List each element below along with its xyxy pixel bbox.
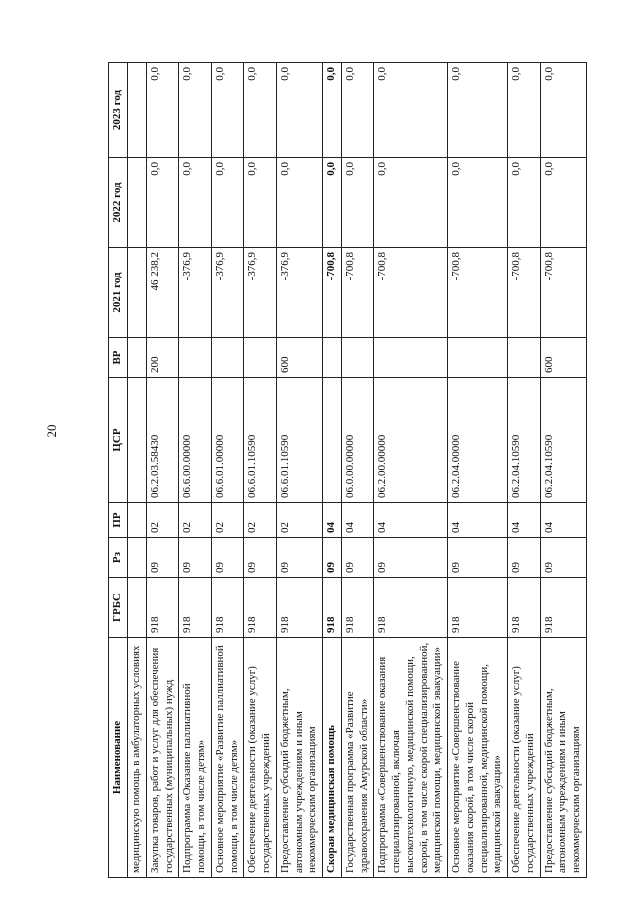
cell-vr: [508, 338, 541, 378]
cell-csr: 06.0.00.00000: [341, 378, 374, 503]
header-grbs: ГРБС: [109, 578, 128, 638]
cell-pr: 04: [374, 503, 448, 538]
cell-rz: 09: [323, 538, 342, 578]
cell-2022: [128, 158, 147, 248]
cell-2022: 0,0: [374, 158, 448, 248]
cell-2021: -700,8: [323, 248, 342, 338]
cell-vr: [323, 338, 342, 378]
cell-rz: 09: [244, 538, 277, 578]
header-csr: ЦСР: [109, 378, 128, 503]
cell-pr: 04: [448, 503, 508, 538]
cell-2021: -700,8: [374, 248, 448, 338]
cell-2022: 0,0: [508, 158, 541, 248]
cell-csr: 06.2.00.00000: [374, 378, 448, 503]
cell-vr: 600: [540, 338, 586, 378]
cell-name: Предоставление субсидий бюджетным, автономным учреждениям и иным некоммерческим организациям: [276, 638, 322, 878]
cell-csr: 06.6.01.10590: [244, 378, 277, 503]
cell-rz: 09: [448, 538, 508, 578]
cell-rz: 09: [540, 538, 586, 578]
cell-2023: 0,0: [179, 63, 212, 158]
cell-name: Предоставление субсидий бюджетным, автономным учреждениям и иным некоммерческим организациям: [540, 638, 586, 878]
cell-grbs: 918: [244, 578, 277, 638]
cell-grbs: 918: [211, 578, 244, 638]
cell-vr: [211, 338, 244, 378]
page-number: 20: [44, 424, 59, 438]
cell-pr: 02: [146, 503, 179, 538]
cell-name: Государственная программа «Развитие здравоохранения Амурской области»: [341, 638, 374, 878]
cell-name: Основное мероприятие «Совершенствование оказания скорой, в том числе скорой специализированной, медицинской помощи, медицинской эвакуации»: [448, 638, 508, 878]
cell-pr: 02: [276, 503, 322, 538]
cell-2021: -376,9: [211, 248, 244, 338]
cell-vr: [374, 338, 448, 378]
cell-2021: -700,8: [508, 248, 541, 338]
cell-grbs: 918: [179, 578, 212, 638]
cell-rz: 09: [211, 538, 244, 578]
cell-csr: 06.2.04.10590: [540, 378, 586, 503]
table-header-row: [109, 63, 128, 878]
cell-grbs: 918: [323, 578, 342, 638]
cell-2021: -376,9: [244, 248, 277, 338]
cell-name: Обеспечение деятельности (оказание услуг) государственных учреждений: [508, 638, 541, 878]
cell-vr: [341, 338, 374, 378]
cell-2022: 0,0: [323, 158, 342, 248]
cell-pr: 02: [179, 503, 212, 538]
cell-vr: [448, 338, 508, 378]
cell-rz: 09: [179, 538, 212, 578]
cell-2023: 0,0: [244, 63, 277, 158]
cell-csr: 06.6.00.00000: [179, 378, 212, 503]
table-row: [244, 63, 277, 878]
cell-2023: 0,0: [374, 63, 448, 158]
cell-2022: 0,0: [341, 158, 374, 248]
table-row: [540, 63, 586, 878]
cell-name: Подпрограмма «Оказание паллиативной помощи, в том числе детям»: [179, 638, 212, 878]
cell-csr: [128, 378, 147, 503]
table-row: [211, 63, 244, 878]
cell-grbs: 918: [540, 578, 586, 638]
cell-2021: -376,9: [276, 248, 322, 338]
cell-name: Подпрограмма «Совершенствование оказания специализированной, включая высокотехнологичную, медицинской помощи, скорой, в том числе скорой специализированной, медицинской помощи, медицинской эвакуации»: [374, 638, 448, 878]
table-row: [323, 63, 342, 878]
cell-2023: 0,0: [323, 63, 342, 158]
cell-2023: 0,0: [448, 63, 508, 158]
cell-grbs: [128, 578, 147, 638]
cell-pr: 02: [211, 503, 244, 538]
cell-2022: 0,0: [540, 158, 586, 248]
cell-grbs: 918: [374, 578, 448, 638]
cell-2022: 0,0: [179, 158, 212, 248]
cell-2023: [128, 63, 147, 158]
cell-rz: [128, 538, 147, 578]
cell-2023: 0,0: [341, 63, 374, 158]
cell-vr: [179, 338, 212, 378]
cell-csr: 06.2.04.10590: [508, 378, 541, 503]
cell-2021: -700,8: [448, 248, 508, 338]
header-rz: Рз: [109, 538, 128, 578]
header-2023: 2023 год: [109, 63, 128, 158]
cell-2022: 0,0: [276, 158, 322, 248]
table-row: [276, 63, 322, 878]
cell-name: Закупка товаров, работ и услуг для обеспечения государственных (муниципальных) нужд: [146, 638, 179, 878]
cell-pr: 04: [323, 503, 342, 538]
table-row: [508, 63, 541, 878]
cell-pr: 04: [508, 503, 541, 538]
cell-2023: 0,0: [508, 63, 541, 158]
cell-2021: -700,8: [540, 248, 586, 338]
cell-2021: -376,9: [179, 248, 212, 338]
header-2022: 2022 год: [109, 158, 128, 248]
cell-grbs: 918: [508, 578, 541, 638]
cell-vr: [128, 338, 147, 378]
table-row: [374, 63, 448, 878]
cell-vr: [244, 338, 277, 378]
cell-grbs: 918: [341, 578, 374, 638]
rotated-table-container: [108, 63, 618, 878]
cell-vr: 600: [276, 338, 322, 378]
table-row: [448, 63, 508, 878]
cell-rz: 09: [341, 538, 374, 578]
cell-2022: 0,0: [146, 158, 179, 248]
header-2021: 2021 год: [109, 248, 128, 338]
cell-2021: [128, 248, 147, 338]
table-row: [146, 63, 179, 878]
cell-name: Скорая медицинская помощь: [323, 638, 342, 878]
table-row: [341, 63, 374, 878]
cell-2021: 46 238,2: [146, 248, 179, 338]
cell-rz: 09: [508, 538, 541, 578]
cell-rz: 09: [374, 538, 448, 578]
cell-grbs: 918: [146, 578, 179, 638]
header-pr: ПР: [109, 503, 128, 538]
cell-name: медицинскую помощь в амбулаторных условиях: [128, 638, 147, 878]
cell-2023: 0,0: [540, 63, 586, 158]
cell-name: Основное мероприятие «Развитие паллиативной помощи, в том числе детям»: [211, 638, 244, 878]
cell-csr: 06.6.01.00000: [211, 378, 244, 503]
cell-2022: 0,0: [211, 158, 244, 248]
cell-vr: 200: [146, 338, 179, 378]
header-vr: ВР: [109, 338, 128, 378]
cell-name: Обеспечение деятельности (оказание услуг) государственных учреждений: [244, 638, 277, 878]
table-row: [179, 63, 212, 878]
cell-pr: [128, 503, 147, 538]
cell-csr: 06.2.03.58430: [146, 378, 179, 503]
cell-grbs: 918: [276, 578, 322, 638]
cell-pr: 04: [341, 503, 374, 538]
cell-2023: 0,0: [211, 63, 244, 158]
cell-rz: 09: [276, 538, 322, 578]
cell-pr: 04: [540, 503, 586, 538]
cell-2023: 0,0: [146, 63, 179, 158]
cell-grbs: 918: [448, 578, 508, 638]
cell-2021: -700,8: [341, 248, 374, 338]
cell-2023: 0,0: [276, 63, 322, 158]
cell-csr: 06.2.04.00000: [448, 378, 508, 503]
budget-table: [108, 62, 587, 878]
cell-2022: 0,0: [244, 158, 277, 248]
cell-2022: 0,0: [448, 158, 508, 248]
cell-csr: 06.6.01.10590: [276, 378, 322, 503]
table-row: [128, 63, 147, 878]
header-name: Наименование: [109, 638, 128, 878]
cell-rz: 09: [146, 538, 179, 578]
cell-csr: [323, 378, 342, 503]
cell-pr: 02: [244, 503, 277, 538]
